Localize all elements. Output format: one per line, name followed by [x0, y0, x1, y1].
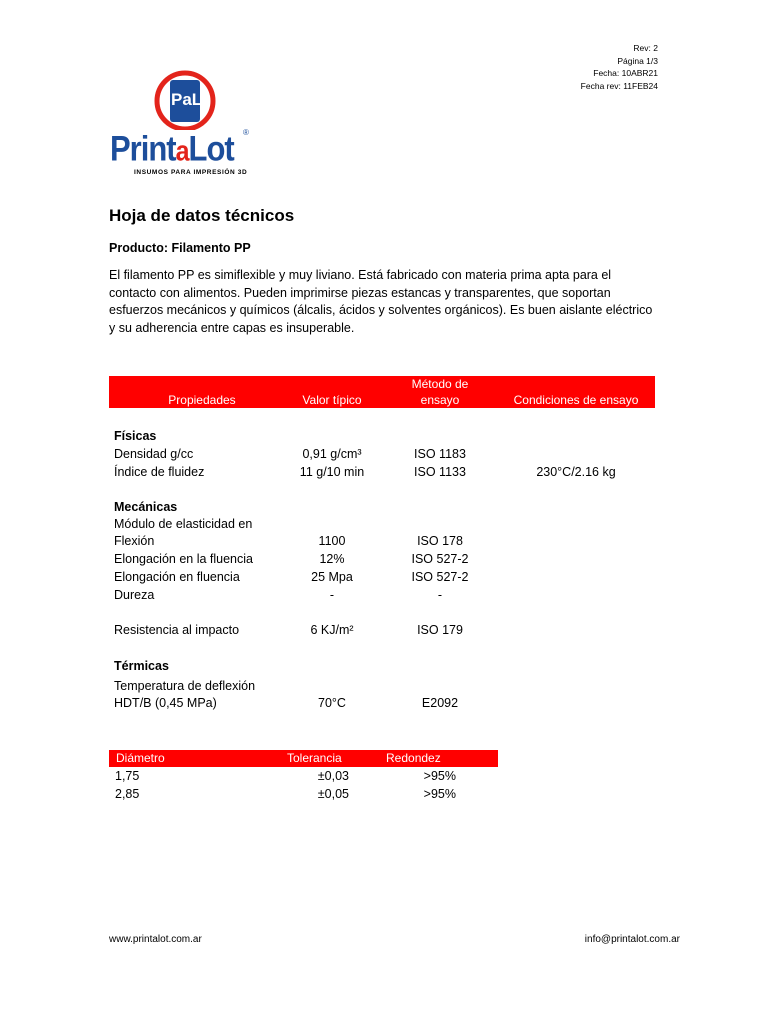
logo-tagline: INSUMOS PARA IMPRESIÓN 3D [134, 169, 248, 176]
roundness-value: >95% [423, 769, 456, 783]
row-value: 12% [319, 552, 345, 566]
row-method: E2092 [421, 696, 459, 710]
row-prop: Dureza [114, 588, 155, 602]
row-method: ISO 178 [417, 534, 463, 548]
row-prop-line2: HDT/B (0,45 MPa) [114, 696, 217, 710]
section-fisicas: Físicas [114, 429, 157, 443]
footer-email: info@printalot.com.ar [584, 934, 680, 945]
properties-table-header [109, 376, 655, 408]
header-metodo-2: ensayo [420, 393, 460, 407]
row-prop: Elongación en la fluencia [114, 552, 253, 566]
section-termicas: Térmicas [114, 659, 169, 673]
row-value: 11 g/10 min [299, 465, 365, 479]
logo-wordmark: PrintaLot [110, 128, 234, 169]
row-prop: Módulo de elasticidad en [114, 517, 253, 531]
row-prop: Elongación en fluencia [114, 570, 240, 584]
section-mecanicas: Mecánicas [114, 500, 178, 514]
row-prop-line2: Flexión [114, 534, 155, 548]
row-prop: Índice de fluidez [114, 465, 205, 479]
footer-website: www.printalot.com.ar [109, 934, 202, 945]
row-method: ISO 527-2 [411, 570, 469, 584]
diameter-value: 2,85 [115, 787, 140, 801]
row-value: 25 Mpa [311, 570, 353, 584]
row-prop: Densidad g/cc [114, 447, 194, 461]
row-prop: Temperatura de deflexión [114, 679, 256, 693]
row-method: ISO 1183 [414, 447, 466, 461]
page-number: Página 1/3 [617, 55, 658, 66]
row-value: - [329, 588, 335, 602]
header-valor: Valor típico [302, 393, 362, 407]
revision-date: Fecha rev: 11FEB24 [580, 80, 658, 91]
header-condiciones: Condiciones de ensayo [513, 393, 639, 407]
tolerance-value: ±0,03 [317, 769, 349, 783]
header-propiedades: Propiedades [168, 393, 236, 407]
row-method: ISO 1133 [414, 465, 466, 479]
printalot-logo [108, 70, 258, 182]
row-method: - [437, 588, 443, 602]
roundness-value: >95% [423, 787, 456, 801]
product-description: El filamento PP es simiflexible y muy liviano. Está fabricado con materia prima apta para el contacto con alimentos. Pueden imprimirse piezas estancas y transparentes, que soportan esfuerzos mecánicos y químicos (álcalis, ácidos y solventes orgánicos). Es buen aislante eléctrico y su adherencia entre capas es insuperable. [109, 268, 653, 335]
row-value: 0,91 g/cm³ [302, 447, 362, 461]
row-value: 70°C [318, 696, 346, 710]
header-tolerancia: Tolerancia [287, 751, 342, 765]
page-title: Hoja de datos técnicos [109, 206, 295, 225]
row-method: ISO 527-2 [411, 552, 469, 566]
revision: Rev: 2 [633, 43, 658, 53]
date: Fecha: 10ABR21 [593, 68, 658, 78]
row-value: 1100 [318, 534, 346, 548]
document-meta [581, 42, 658, 92]
row-condition: 230°C/2.16 kg [536, 465, 616, 479]
row-value: 6 KJ/m² [310, 623, 354, 637]
header-redondez: Redondez [386, 751, 441, 765]
tolerance-value: ±0,05 [317, 787, 349, 801]
row-method: ISO 179 [417, 623, 463, 637]
diameter-value: 1,75 [115, 769, 140, 783]
header-metodo-1: Método de [411, 377, 469, 391]
registered-mark: ® [243, 128, 249, 137]
monogram-text: PaL [171, 90, 203, 109]
header-diametro: Diámetro [116, 751, 165, 765]
diameter-table-header [109, 750, 498, 767]
row-prop: Resistencia al impacto [114, 623, 240, 637]
product-name: Producto: Filamento PP [109, 241, 251, 255]
